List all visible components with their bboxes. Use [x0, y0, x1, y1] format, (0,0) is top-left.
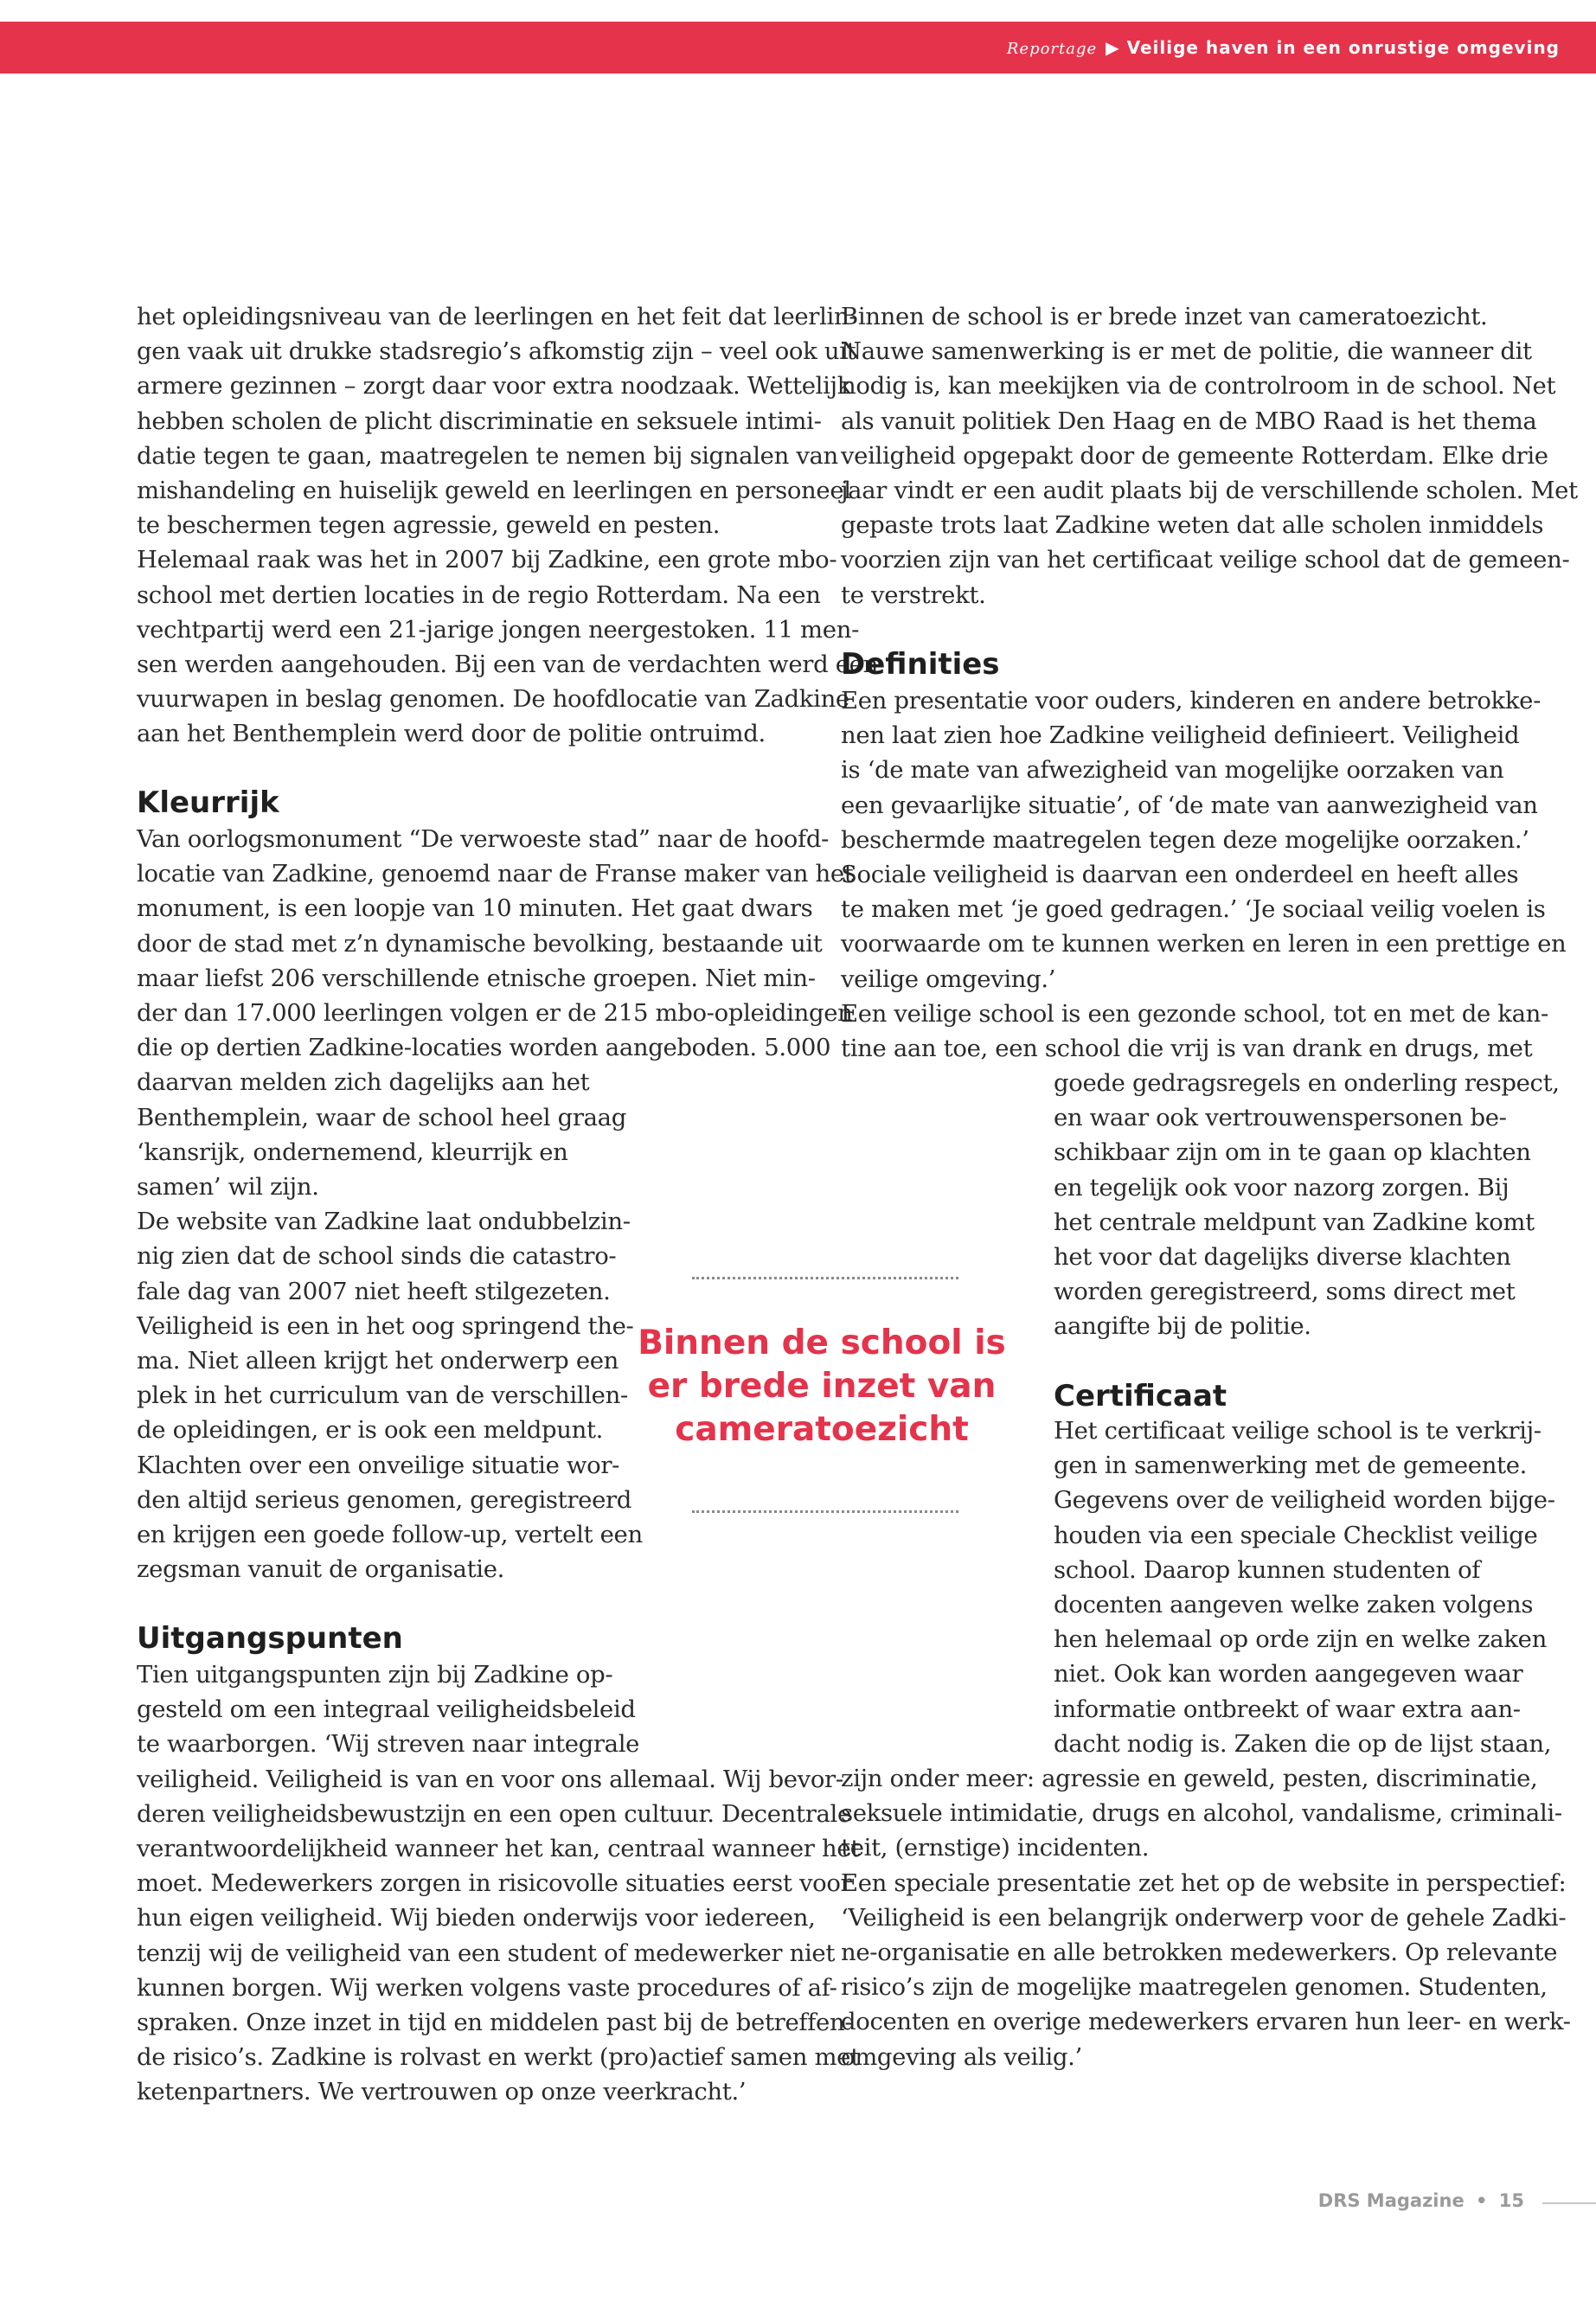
text-line: gen in samenwerking met de gemeente.: [1054, 1452, 1528, 1480]
text-line: een gevaarlijke situatie’, of ‘de mate van aanwezigheid van: [841, 791, 1538, 819]
text-line: Een veilige school is een gezonde school, tot en met de kan-: [841, 999, 1548, 1028]
pullquote-line: cameratoezicht: [675, 1410, 969, 1449]
text-line: zijn onder meer: agressie en geweld, pesten, discriminatie,: [841, 1765, 1538, 1792]
header-kicker: Reportage: [1006, 40, 1098, 58]
heading-uitgangspunten: Uitgangspunten: [137, 1621, 403, 1656]
text-line: te waarborgen. ‘Wij streven naar integrale: [137, 1730, 640, 1759]
pullquote-line: Binnen de school is: [638, 1324, 1006, 1362]
text-line: Veiligheid is een in het oog springend the-: [137, 1311, 634, 1340]
text-line: Helemaal raak was het in 2007 bij Zadkine, een grote mbo-: [137, 546, 837, 574]
definities-paragraph-narrow: [1054, 1066, 1560, 1344]
text-line: voorzien zijn van het certificaat veilige school dat de gemeen-: [841, 546, 1570, 574]
text-line: te verstrekt.: [841, 580, 986, 609]
text-line: houden via een speciale Checklist veilige: [1054, 1521, 1538, 1549]
pullquote-divider-top: [692, 1277, 958, 1279]
text-line: samen’ wil zijn.: [137, 1173, 319, 1202]
pullquote-line: er brede inzet van: [647, 1367, 997, 1406]
text-line: veiligheid opgepakt door de gemeente Rotterdam. Elke drie: [841, 441, 1548, 470]
text-line: docenten en overige medewerkers ervaren hun leer- en werk-: [841, 2008, 1571, 2036]
text-line: Binnen de school is er brede inzet van cameratoezicht.: [841, 303, 1488, 330]
text-line: Van oorlogsmonument “De verwoeste stad” naar de hoofd-: [137, 825, 830, 853]
text-line: school. Daarop kunnen studenten of: [1054, 1555, 1481, 1584]
header-text: [1007, 22, 1560, 74]
text-line: der dan 17.000 leerlingen volgen er de 215 mbo-opleidingen: [137, 999, 853, 1028]
left-intro-paragraph: [137, 299, 878, 752]
text-line: Een speciale presentatie zet het op de website in perspectief:: [841, 1868, 1567, 1897]
definities-paragraph-wide: [841, 683, 1566, 1066]
text-line: maar liefst 206 verschillende etnische groepen. Niet min-: [137, 964, 816, 992]
text-line: nodig is, kan meekijken via de controlroom in de school. Net: [841, 372, 1556, 401]
header-bar: [0, 22, 1596, 74]
text-line: aan het Benthemplein werd door de politie ontruimd.: [137, 720, 766, 748]
text-line: en krijgen een goede follow-up, vertelt een: [137, 1521, 643, 1549]
text-line: teit, (ernstige) incidenten.: [841, 1834, 1150, 1862]
text-line: De website van Zadkine laat ondubbelzin-: [137, 1208, 631, 1236]
text-line: armere gezinnen – zorgt daar voor extra noodzaak. Wettelijk: [137, 372, 852, 401]
text-line: verantwoordelijkheid wanneer het kan, centraal wanneer het: [137, 1835, 860, 1863]
certificaat-paragraph-wide: [841, 1761, 1571, 2074]
text-line: vuurwapen in beslag genomen. De hoofdlocatie van Zadkine: [137, 685, 849, 714]
footer-magazine-name: DRS Magazine: [1317, 2190, 1465, 2211]
text-line: zegsman vanuit de organisatie.: [137, 1555, 505, 1584]
text-line: beschermde maatregelen tegen deze mogelijke oorzaken.’: [841, 825, 1529, 854]
arrow-right-icon: ▶: [1106, 37, 1120, 58]
right-intro-paragraph: [841, 299, 1578, 612]
text-line: Benthemplein, waar de school heel graag: [137, 1103, 626, 1131]
text-line: de risico’s. Zadkine is rolvast en werkt (pro)actief samen met: [137, 2043, 860, 2072]
text-line: deren veiligheidsbewustzijn en een open cultuur. Decentrale: [137, 1799, 851, 1828]
text-line: den altijd serieus genomen, geregistreerd: [137, 1485, 632, 1514]
text-line: kunnen borgen. Wij werken volgens vaste procedures of af-: [137, 1973, 837, 2002]
uitgangspunten-paragraph: [137, 1657, 860, 2110]
heading-kleurrijk: Kleurrijk: [137, 785, 279, 820]
text-line: Klachten over een onveilige situatie wor-: [137, 1451, 620, 1479]
certificaat-paragraph-narrow: [1054, 1413, 1555, 1761]
heading-definities: Definities: [841, 647, 1000, 682]
text-line: die op dertien Zadkine-locaties worden aangeboden. 5.000: [137, 1034, 831, 1062]
text-line: ma. Niet alleen krijgt het onderwerp een: [137, 1347, 619, 1375]
text-line: mishandeling en huiselijk geweld en leerlingen en personeel: [137, 477, 851, 505]
text-line: ne-organisatie en alle betrokken medewerkers. Op relevante: [841, 1939, 1558, 1967]
text-line: moet. Medewerkers zorgen in risicovolle situaties eerst voor: [137, 1869, 852, 1898]
pullquote-divider-bottom: [692, 1510, 958, 1513]
text-line: veiligheid. Veiligheid is van en voor ons allemaal. Wij bevor-: [137, 1765, 843, 1793]
page-number: 15: [1498, 2190, 1524, 2211]
text-line: dacht nodig is. Zaken die op de lijst staan,: [1054, 1729, 1552, 1758]
text-line: is ‘de mate van afwezigheid van mogelijke oorzaken van: [841, 756, 1504, 785]
text-line: goede gedragsregels en onderling respect,: [1054, 1069, 1560, 1097]
text-line: tine aan toe, een school die vrij is van drank en drugs, met: [841, 1035, 1533, 1063]
text-line: nen laat zien hoe Zadkine veiligheid definieert. Veiligheid: [841, 721, 1520, 750]
text-line: gesteld om een integraal veiligheidsbeleid: [137, 1695, 636, 1724]
text-line: Het certificaat veilige school is te verkrij-: [1054, 1417, 1542, 1445]
text-line: school met dertien locaties in de regio Rotterdam. Na een: [137, 580, 821, 609]
text-line: sen werden aangehouden. Bij een van de verdachten werd een: [137, 651, 878, 679]
text-line: plek in het curriculum van de verschillen-: [137, 1381, 628, 1410]
text-line: locatie van Zadkine, genoemd naar de Franse maker van het: [137, 860, 854, 888]
text-line: omgeving als veilig.’: [841, 2042, 1082, 2071]
text-line: Sociale veiligheid is daarvan een onderdeel en heeft alles: [841, 861, 1519, 889]
text-line: vechtpartij werd een 21-jarige jongen neergestoken. 11 men-: [137, 615, 860, 644]
text-line: daarvan melden zich dagelijks aan het: [137, 1068, 590, 1097]
text-line: docenten aangeven welke zaken volgens: [1054, 1591, 1534, 1619]
text-line: schikbaar zijn om in te gaan op klachten: [1054, 1138, 1531, 1167]
text-line: fale dag van 2007 niet heeft stilgezeten.: [137, 1277, 611, 1305]
heading-certificaat: Certificaat: [1054, 1379, 1227, 1413]
text-line: door de stad met z’n dynamische bevolking, bestaande uit: [137, 929, 823, 958]
kleurrijk-paragraph: [137, 822, 854, 1586]
footer-rule: [1542, 2202, 1596, 2204]
text-line: Tien uitgangspunten zijn bij Zadkine op-: [137, 1661, 613, 1689]
text-line: ketenpartners. We vertrouwen op onze veerkracht.’: [137, 2078, 747, 2106]
footer-bullet: •: [1476, 2190, 1488, 2211]
text-line: de opleidingen, er is ook een meldpunt.: [137, 1416, 604, 1445]
text-line: als vanuit politiek Den Haag en de MBO Raad is het thema: [841, 407, 1537, 435]
text-line: het voor dat dagelijks diverse klachten: [1054, 1243, 1511, 1272]
pullquote: [631, 1322, 1012, 1452]
text-line: Nauwe samenwerking is er met de politie, die wanneer dit: [841, 337, 1532, 366]
text-line: niet. Ook kan worden aangegeven waar: [1054, 1660, 1523, 1689]
text-line: risico’s zijn de mogelijke maatregelen genomen. Studenten,: [841, 1973, 1548, 2002]
text-line: Gegevens over de veiligheid worden bijge-: [1054, 1486, 1555, 1515]
text-line: en waar ook vertrouwenspersonen be-: [1054, 1104, 1507, 1132]
text-line: tenzij wij de veiligheid van een student of medewerker niet: [137, 1939, 836, 1967]
text-line: informatie ontbreekt of waar extra aan-: [1054, 1695, 1521, 1723]
text-line: monument, is een loopje van 10 minuten. Het gaat dwars: [137, 894, 813, 923]
text-line: hun eigen veiligheid. Wij bieden onderwijs voor iedereen,: [137, 1904, 816, 1932]
text-line: seksuele intimidatie, drugs en alcohol, vandalisme, criminali-: [841, 1799, 1562, 1828]
text-line: Een presentatie voor ouders, kinderen en andere betrokke-: [841, 687, 1542, 715]
text-line: gen vaak uit drukke stadsregio’s afkomstig zijn – veel ook uit: [137, 337, 856, 366]
text-line: gepaste trots laat Zadkine weten dat alle scholen inmiddels: [841, 511, 1544, 540]
text-line: te beschermen tegen agressie, geweld en pesten.: [137, 511, 721, 540]
text-line: ‘Veiligheid is een belangrijk onderwerp voor de gehele Zadki-: [841, 1903, 1567, 1932]
text-line: te maken met ‘je goed gedragen.’ ‘Je sociaal veilig voelen is: [841, 895, 1546, 924]
text-line: hen helemaal op orde zijn en welke zaken: [1054, 1625, 1547, 1654]
text-line: nig zien dat de school sinds die catastro-: [137, 1242, 617, 1271]
text-line: jaar vindt er een audit plaats bij de verschillende scholen. Met: [841, 477, 1578, 505]
page-footer: [1318, 2190, 1524, 2211]
text-line: ‘kansrijk, ondernemend, kleurrijk en: [137, 1138, 568, 1166]
text-line: datie tegen te gaan, maatregelen te nemen bij signalen van: [137, 441, 838, 470]
text-line: spraken. Onze inzet in tijd en middelen past bij de betreffen-: [137, 2009, 853, 2037]
text-line: hebben scholen de plicht discriminatie en seksuele intimi-: [137, 407, 822, 435]
text-line: voorwaarde om te kunnen werken en leren in een prettige en: [841, 930, 1567, 958]
text-line: worden geregistreerd, soms direct met: [1054, 1278, 1516, 1306]
text-line: en tegelijk ook voor nazorg zorgen. Bij: [1054, 1173, 1509, 1202]
text-line: het centrale meldpunt van Zadkine komt: [1054, 1208, 1535, 1236]
text-line: het opleidingsniveau van de leerlingen en het feit dat leerlin-: [137, 303, 857, 330]
text-line: aangifte bij de politie.: [1054, 1312, 1311, 1341]
header-title: Veilige haven in een onrustige omgeving: [1126, 37, 1560, 58]
text-line: veilige omgeving.’: [841, 965, 1056, 993]
